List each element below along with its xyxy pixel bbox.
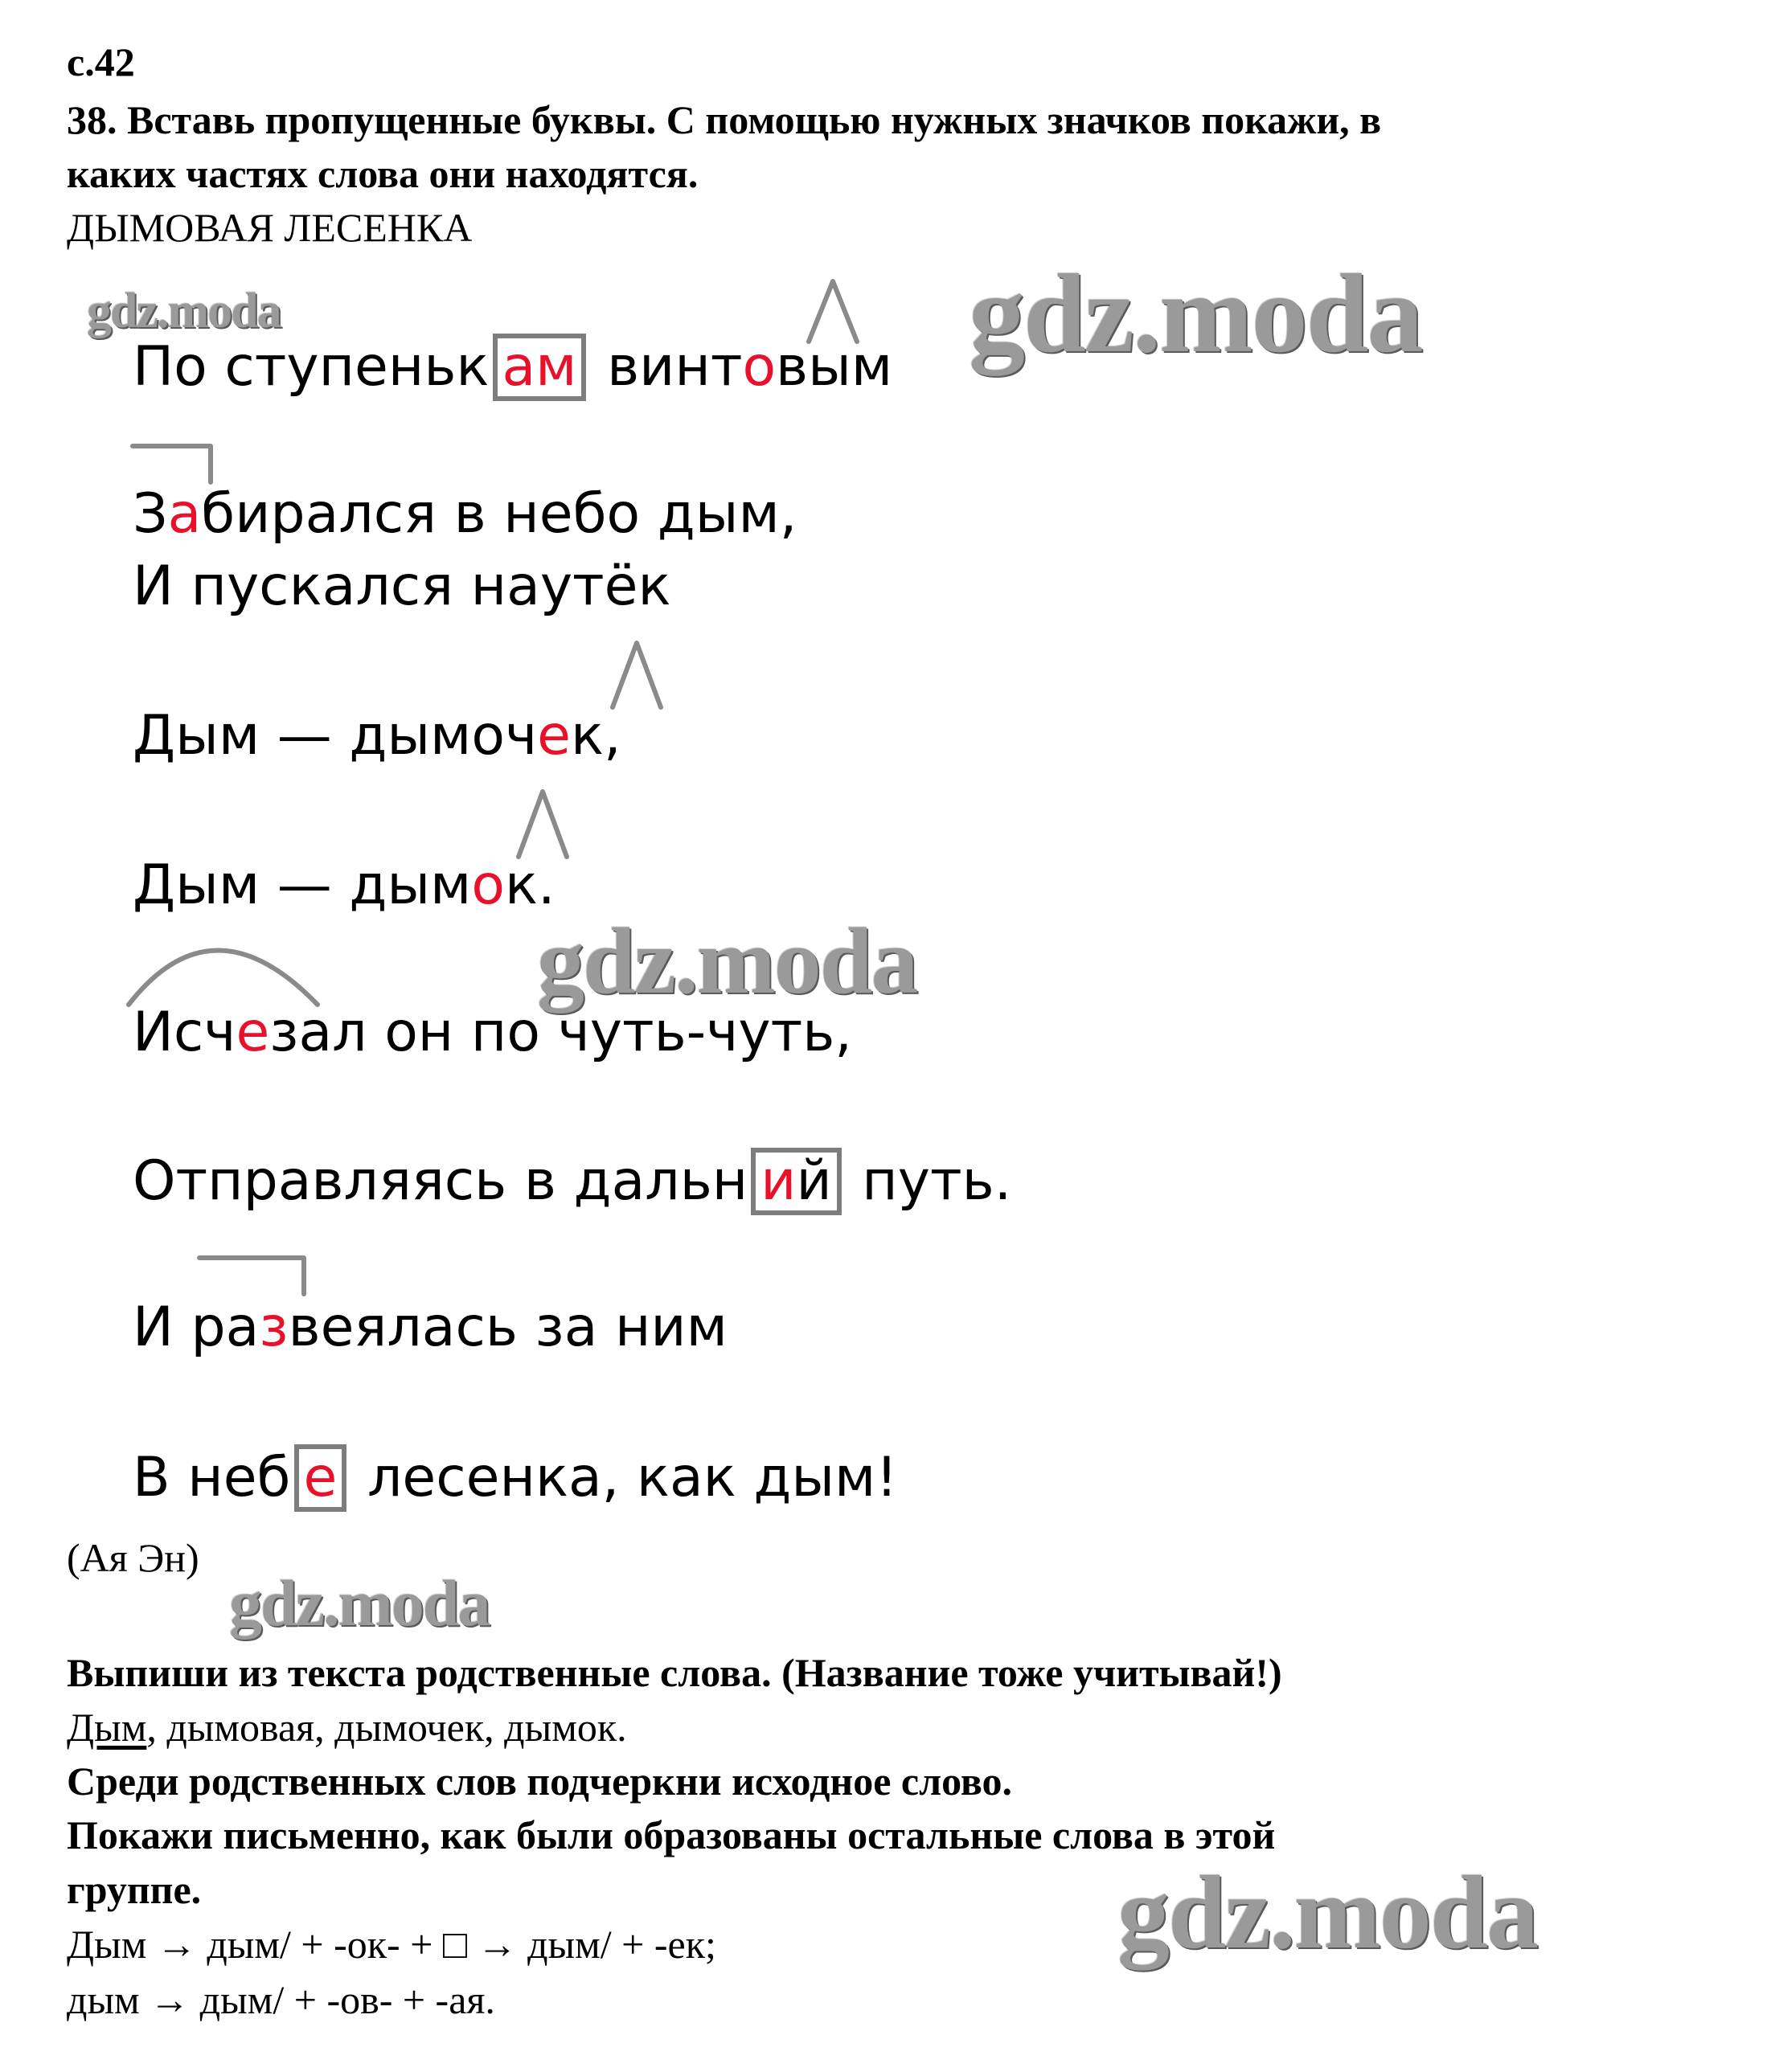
poem-line-5 [133,854,555,918]
poem-text: И ра [133,1296,260,1359]
inserted-letter: з [259,1296,289,1359]
poem-text: И пускался наутёк [133,555,671,618]
inserted-letter: и [760,1149,797,1213]
poem-title: ДЫМОВАЯ ЛЕСЕНКА [67,205,473,250]
poem-text: Дым — дым [133,854,472,917]
suffix-mark-icon [809,281,857,342]
prefix-mark-icon [199,1258,304,1294]
answer-text: , дымовая, дымочек, дымок. [146,1705,627,1750]
task-question-2: Среди родственных слов подчеркни исходное слово. [67,1759,1013,1804]
ending-box: ам [493,334,587,401]
poem-line-9 [133,1444,898,1512]
poem-line-4 [133,704,621,768]
poem-text: По ступеньк [133,335,490,399]
poem-text: к. [504,854,555,917]
poem-text: З [133,482,168,546]
suffix-mark-icon [613,643,661,707]
ending-box: е [294,1444,347,1512]
task-question-3-line-2: группе. [67,1867,202,1912]
poem-text: бирался в небо дым, [201,482,797,546]
poem-line-8 [133,1296,728,1360]
task-answer-3-line-2: дым → дым/ + -ов- + -ая. [67,1977,495,2022]
poem-line-1 [133,334,892,401]
watermark: gdz.moda [537,908,917,1013]
poem-text: вым [776,335,893,399]
task-answer-3-line-1: Дым → дым/ + -ок- + □ → дым/ + -ек; [67,1922,716,1967]
task-question-3-line-1: Покажи письменно, как были образованы остальные слова в этой [67,1812,1276,1857]
poem-text: путь. [844,1149,1012,1213]
task-instruction-line-1: 38. Вставь пропущенные буквы. С помощью нужных значков покажи, в [67,97,1382,142]
ending-box [751,1148,841,1215]
poem-author: (Ая Эн) [67,1535,199,1580]
root-arc-icon [129,951,318,1005]
inserted-letter: о [742,335,777,399]
inserted-letter: а [167,482,202,546]
poem-line-3 [133,555,671,619]
suffix-mark-icon [519,792,567,857]
poem-text: винт [589,335,743,399]
watermark: gdz.moda [1117,1855,1538,1971]
watermark: gdz.moda [969,252,1422,376]
task-answer-1 [67,1701,627,1754]
poem-line-7 [133,1148,1011,1215]
underlined-root-word: Дым [67,1705,147,1750]
poem-line-2 [133,482,797,547]
poem-text: Отправляясь в дальн [133,1149,748,1213]
inserted-letter: о [471,854,505,917]
watermark: gdz.moda [229,1566,490,1640]
inserted-letter: е [236,1001,270,1064]
page-reference: с.42 [67,39,135,84]
poem-text: В неб [133,1446,291,1509]
inserted-letter: е [537,704,571,768]
prefix-mark-icon [133,446,211,482]
poem-text: веялась за ним [288,1296,728,1359]
poem-text: Дым — дымоч [133,704,538,768]
poem-text: зал он по чуть-чуть, [269,1001,852,1064]
poem-text: Исч [133,1001,236,1064]
poem-text: к, [570,704,621,768]
task-question-1: Выпиши из текста родственные слова. (Название тоже учитывай!) [67,1650,1282,1695]
poem-text: лесенка, как дым! [350,1446,898,1509]
watermark: gdz.moda [87,284,281,338]
task-instruction-line-2: каких частях слова они находятся. [67,151,699,196]
ending-rest: й [796,1149,832,1213]
